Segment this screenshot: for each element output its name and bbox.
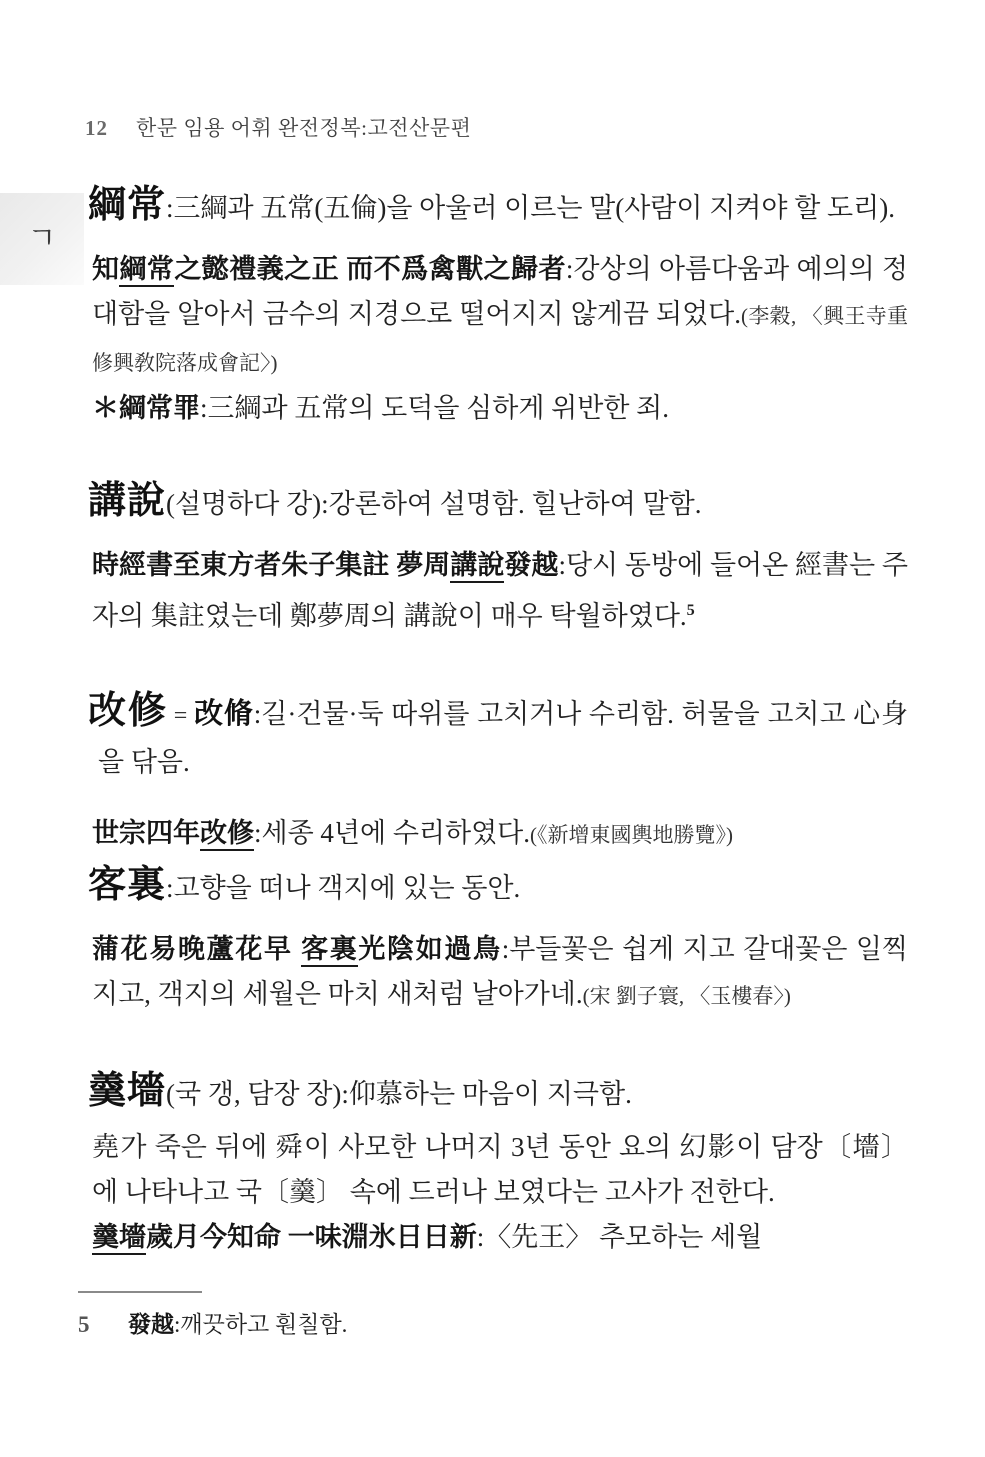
example-sentence xyxy=(92,1215,908,1260)
headword-reading: (국 갱, 담장 장) xyxy=(166,1079,342,1109)
hanja-phrase: 知 xyxy=(92,254,120,284)
example-sentence xyxy=(92,247,908,431)
index-tab-label: ㄱ xyxy=(27,222,57,255)
footnote-number: 5 xyxy=(78,1312,90,1337)
hanja-phrase: 光陰如過鳥 xyxy=(358,934,502,964)
source-citation: (李穀, 〈興王寺重修興敎院落成會記〉) xyxy=(92,304,908,375)
entry-gaekri xyxy=(88,862,908,1019)
underlined-term: 羹墻 xyxy=(92,1222,146,1255)
related-note xyxy=(92,386,908,431)
hanja-phrase: 歲月今知命 一味淵氷日日新 xyxy=(146,1222,477,1252)
hanja-phrase: 世宗四年 xyxy=(92,818,200,848)
hanja-phrase: 發越 xyxy=(504,550,559,580)
footnote xyxy=(78,1309,898,1341)
headword: 羹墻 xyxy=(88,1070,167,1112)
example-sentence xyxy=(92,811,908,858)
entry-headline xyxy=(88,688,908,785)
source-citation: (《新增東國輿地勝覽》) xyxy=(530,823,733,847)
page-header xyxy=(85,115,471,141)
entry-headline xyxy=(88,478,908,527)
entry-gaengjang xyxy=(88,1068,908,1260)
footnote-text: :깨끗하고 훤칠함. xyxy=(174,1312,348,1337)
footnote-divider xyxy=(78,1291,202,1293)
entry-headline xyxy=(88,182,908,231)
hanja-phrase: 蒲花易晚蘆花早 xyxy=(92,934,302,964)
headword: 講說 xyxy=(88,480,167,522)
definition: :길·건물·둑 따위를 고치거나 수리함. 허물을 고치고 心身을 닦음. xyxy=(98,699,908,777)
definition: :강론하여 설명함. 힐난하여 말함. xyxy=(321,489,702,519)
definition: :三綱과 五常(五倫)을 아울러 이르는 말(사람이 지켜야 할 도리). xyxy=(166,193,895,223)
alternate-form: 改脩 xyxy=(193,698,254,730)
underlined-term: 改修 xyxy=(200,818,254,851)
translation: :세종 4년에 수리하였다. xyxy=(254,818,530,848)
entry-headline xyxy=(88,862,908,911)
entry-headline xyxy=(88,1068,908,1117)
origin-story: 堯가 죽은 뒤에 舜이 사모한 나머지 3년 동안 요의 幻影이 담장〔墻〕에 나타나고 국〔羹〕 속에 드러나 보였다는 고사가 전한다. xyxy=(92,1132,908,1207)
source-citation: (宋 劉子寰, 〈玉樓春〉) xyxy=(582,984,791,1008)
definition: :고향을 떠나 객지에 있는 동안. xyxy=(166,873,521,903)
example-sentence xyxy=(92,543,908,639)
translation: :부들꽃은 쉽게 지고 갈대꽃은 일찍 지고, 객지의 세월은 마치 새처럼 날아가네. xyxy=(92,934,909,1009)
underlined-term: 講說 xyxy=(450,550,504,583)
entry-gaesu xyxy=(88,688,908,858)
translation: :강상의 아름다움과 예의의 정대함을 알아서 금수의 지경으로 떨어지지 않게끔 되었다. xyxy=(92,254,908,329)
underlined-term: 綱常 xyxy=(119,254,174,287)
footnote-term: 發越 xyxy=(128,1312,174,1337)
hanja-phrase: 之懿禮義之正 而不爲禽獸之歸者 xyxy=(174,254,566,284)
index-tab xyxy=(0,193,84,285)
footnote-reference: 5 xyxy=(686,601,695,619)
note-text: :三綱과 五常의 도덕을 심하게 위반한 죄. xyxy=(200,393,669,423)
entry-gangseol xyxy=(88,478,908,639)
header-title: 한문 임용 어휘 완전정복:고전산문편 xyxy=(136,116,472,140)
translation: :〈先王〉 추모하는 세월 xyxy=(476,1222,763,1252)
example-sentence xyxy=(92,927,908,1019)
underlined-term: 客裏 xyxy=(301,934,358,967)
translation: :당시 동방에 들어온 經書는 주자의 集註였는데 鄭夢周의 講說이 매우 탁월하였다. xyxy=(92,550,909,631)
footnote-block xyxy=(78,1291,898,1341)
note-term: ＊綱常罪 xyxy=(92,393,200,423)
entry-gangsang xyxy=(88,182,908,431)
headword-reading: (설명하다 강) xyxy=(166,489,322,519)
page-number: 12 xyxy=(85,116,108,140)
headword: 綱常 xyxy=(88,184,167,226)
headword: 改修 xyxy=(88,690,168,732)
hanja-phrase: 時經書至東方者朱子集註 夢周 xyxy=(92,550,451,580)
equals-sign: = xyxy=(173,703,188,729)
headword: 客裏 xyxy=(88,864,167,906)
definition: :仰慕하는 마음이 지극함. xyxy=(341,1079,632,1109)
